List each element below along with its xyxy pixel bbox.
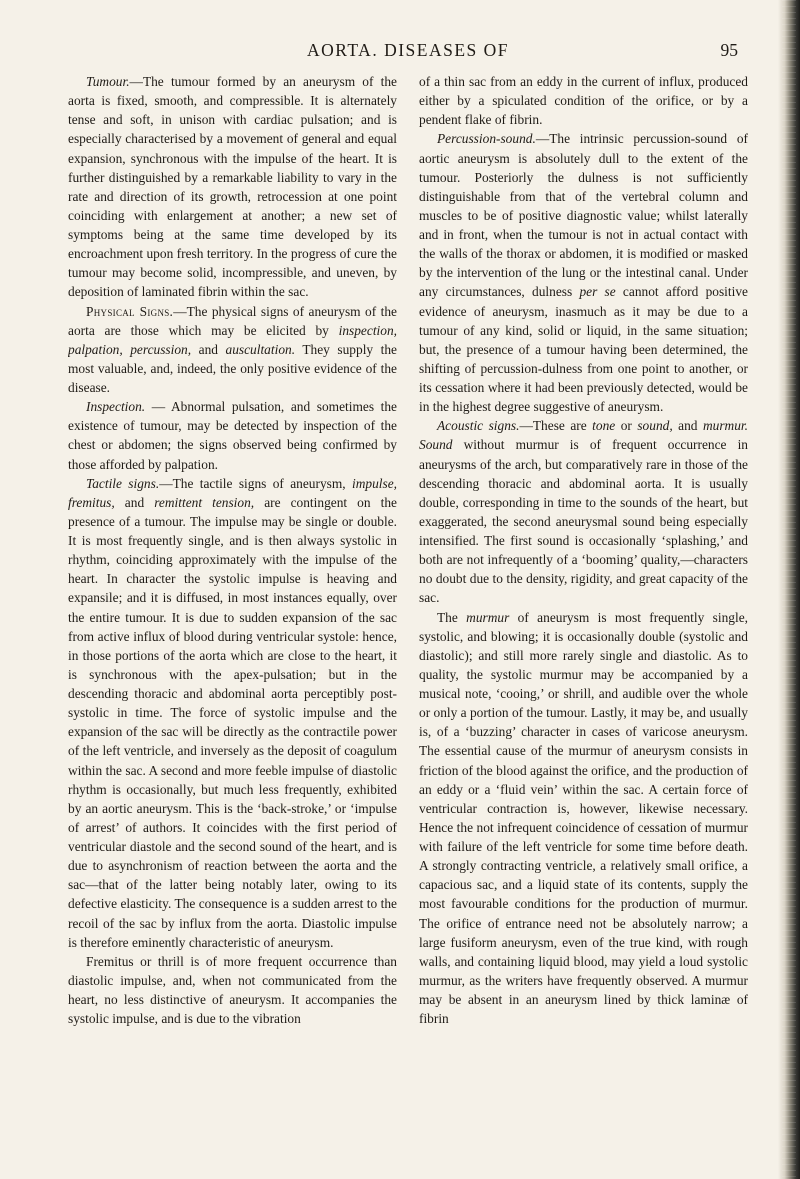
paragraph-text: cannot afford positive evidence of aneurysm, inasmuch as it may be due to a tumour of any kind, solid or liquid, in the same situation; but, the presence of a tumour having been determined, the shifting of percussion-dulness from one point to another, or its cessation where it had been previously detected, would be in the highest degree suggestive of aneurysm. [419,284,748,415]
term-physical-signs: Physical Signs. [86,303,174,319]
binding-texture [782,0,796,1179]
paragraph-text: —The physical signs of aneurysm of the aorta are those which may be elicited by [68,303,397,338]
paragraph-text: —The intrinsic percussion-sound of aortic aneurysm is absolutely dull to the extent of the tumour. Posteriorly the dulness is not sufficiently distinguishable from that of the vertebral column and muscles to be of positive diagnostic value; whilst laterally and in front, when the tumour is not in actual contact with the walls of the thorax or abdomen, it is modified or masked by the intervention of the lung or the intestinal canal. Under any circumstances, dulness [419,131,748,300]
term-tactile-signs: Tactile signs. [86,475,160,491]
paragraph-percussion-sound [419,129,748,416]
right-column [419,72,748,1162]
paragraph-text: of aneurysm is most frequently single, systolic, and blowing; it is occasionally double (systolic and diastolic); and still more rarely single and diastolic. As to quality, the systolic murmur may be accompanied by a musical note, ‘cooing,’ or shrill, and audible over the whole or only a portion of the tumour. Lastly, it may be, and usually is, of a ‘buzzing’ character in cases of varicose aneurysm. The essential cause of the murmur of aneurysm consists in friction of the blood against the orifice, and the production of an eddy or a ‘fluid vein’ within the sac. A certain force of ventricular contraction is, however, likewise necessary. Hence the not infrequent coincidence of cessation of murmur with failure of the left ventricle for some time before death. A strongly contracting ventricle, a relatively small orifice, a capacious sac, and a liquid state of its contents, supply the most favourable conditions for the production of murmur. The orifice of entrance need not be absolutely narrow; a large fusiform aneurysm, even of the true kind, with rough walls, and containing liquid blood, may yield a loud systolic murmur, as the writers have frequently observed. A murmur may be absent in an aneurysm lined by thick laminæ of fibrin [419,609,748,1027]
term-inspection: Inspection. [86,399,146,415]
paragraph-continued [419,72,748,129]
text-columns [68,72,748,1162]
italic-text: inspection, palpation, percussion, [68,322,397,357]
paragraph-text: of a thin sac from an eddy in the current of influx, produced either by a spiculated condition of the orifice, or by a pendent flake of fibrin. [419,74,748,128]
italic-text: tone [592,418,616,434]
running-title: AORTA. DISEASES OF [307,40,509,60]
italic-text: sound, [637,418,673,434]
paragraph-tumour [68,72,397,302]
paragraph-text: —The tumour formed by an aneurysm of the aorta is fixed, smooth, and compressible. It is alternately tense and soft, in unison with cardiac pulsation; and is especially characterised by a movement of general and equal expansion, synchronous with the impulse of the heart. It is further distinguished by a remarkable liability to vary in the rate and direction of its growth, retrocession at one point coinciding with enlargement at another; a new set of symptoms being at the same time developed by its encroachment upon fresh territory. In the progress of cure the tumour may become solid, incompressible, and uneven, by deposition of laminated fibrin within the sac. [68,74,397,300]
paragraph-text: —These are [519,418,593,434]
paragraph-text: They supply the most valuable, and, indeed, the only positive evidence of the disease. [68,341,397,395]
italic-text: impulse, fremitus, [68,475,397,510]
running-head [78,40,738,64]
italic-text: per se [579,284,616,300]
paragraph-text: are contingent on the presence of a tumour. The impulse may be single or double. It is most frequently single, and is then always systolic in rhythm, coinciding approximately with the impulse of the heart. In character the systolic impulse is heaving and expansile; and it is diffused, in most instances equally, over the entire tumour. It is due to sudden expansion of the sac from active influx of blood during ventricular systole: hence, in those portions of the aorta which are close to the heart, it is synchronous with the apex-pulsation; but in the descending thoracic and abdominal aorta perceptibly post-systolic in time. The force of systolic impulse and the expansion of the sac will be directly as the contractile power of the left ventricle, and inversely as the deposit of coagulum within the sac. A second and more feeble impulse of diastolic rhythm is occasionally, but much less frequently, exhibited by an aortic aneurysm. This is the ‘back-stroke,’ or ‘impulse of arrest’ of authors. It coincides with the first period of ventricular diastole and the second sound of the heart, and is due to asynchronism of reaction between the aorta and the sac—that of the latter being notably later, owing to its defective elasticity. The consequence is a sudden arrest to the recoil of the sac by influx from the aorta. Diastolic impulse is therefore eminently characteristic of aneurysm. [68,494,397,950]
paragraph-inspection [68,397,397,474]
paragraph-tactile-signs [68,474,397,952]
paragraph-fremitus [68,952,397,1029]
left-column [68,72,397,1162]
book-binding-edge [778,0,800,1179]
paragraph-acoustic-signs [419,416,748,607]
paragraph-text: and [672,418,703,434]
paragraph-text: Fremitus or thrill is of more frequent occurrence than diastolic impulse, and, when not communicated from the heart, no less distinctive of aneurysm. It accompanies the systolic impulse, and is due to the vibration [68,953,397,1027]
paragraph-text: and [114,494,155,510]
page-number: 95 [720,40,738,60]
paragraph-text: or [615,418,638,434]
term-percussion-sound: Percussion-sound. [437,131,536,147]
paragraph-text: — Abnormal pulsation, and sometimes the existence of tumour, may be detected by inspection of the chest or abdomen; the signs observed being confirmed by those afforded by palpation. [68,399,397,472]
paragraph-text: without murmur is of frequent occurrence in aneurysms of the arch, but comparatively rare in those of the descending thoracic and abdominal aorta. It is usually double, corresponding in time to the sounds of the heart, but exaggerated, the second aneurysmal sound being especially intensified. The first sound is occasionally ‘splashing,’ and both are not infrequently of a ‘booming’ quality,—characters no doubt due to the density, rigidity, and great capacity of the sac. [419,437,748,606]
italic-text: remittent tension, [154,494,255,510]
paragraph-physical-signs [68,302,397,398]
paragraph-text: The [437,609,467,625]
italic-text: murmur. [702,418,748,434]
italic-text: Sound [419,437,453,453]
term-acoustic-signs: Acoustic signs. [437,418,520,434]
paragraph-text: —The tactile signs of aneurysm, [159,475,352,491]
paragraph-text: and [191,341,226,357]
italic-text: auscultation. [225,341,296,357]
italic-text: murmur [466,609,510,625]
paragraph-murmur [419,608,748,1029]
term-tumour: Tumour. [86,74,130,89]
